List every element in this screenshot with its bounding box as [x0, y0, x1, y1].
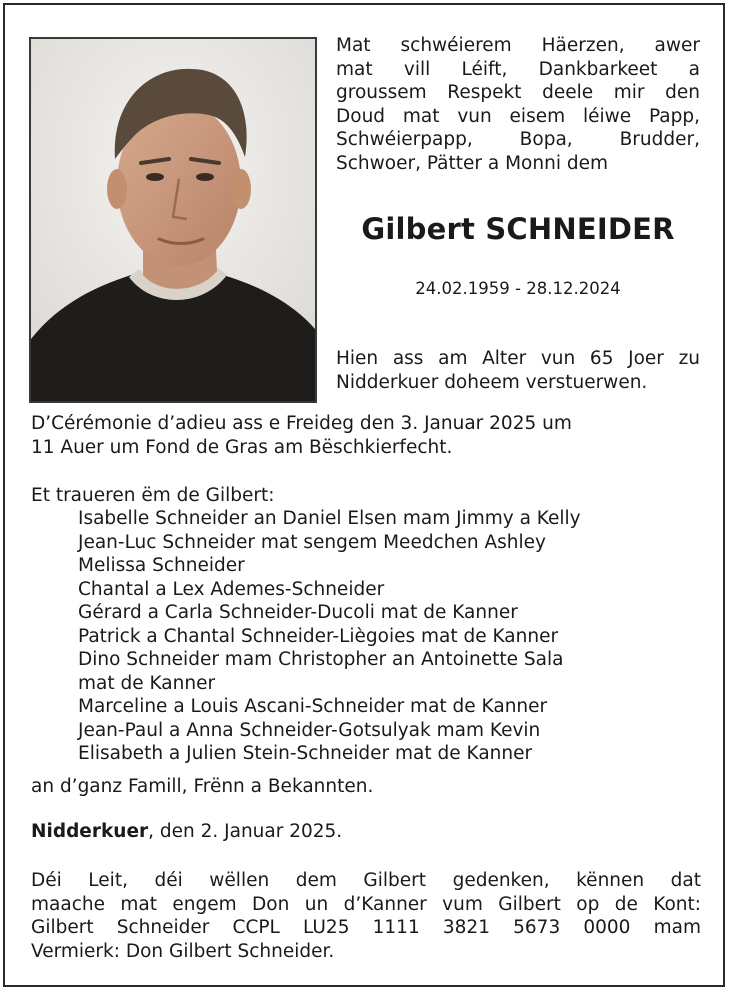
- death-line: Nidderkuer doheem verstuerwen.: [336, 371, 648, 393]
- mourners-heading: Et traueren ëm de Gilbert:: [31, 485, 275, 506]
- place-name: Nidderkuer: [31, 821, 149, 842]
- donation-text: [31, 869, 701, 963]
- intro-line: groussem Respekt deele mir den: [336, 82, 700, 103]
- portrait-photo-illustration: [31, 39, 315, 401]
- list-item: Marceline a Louis Ascani-Schneider mat de Kanner: [78, 696, 548, 717]
- place-date-text: , den 2. Januar 2025.: [148, 821, 343, 842]
- death-notice: [336, 347, 700, 394]
- donation-line: Déi Leit, déi wëllen dem Gilbert gedenken, kënnen dat: [31, 870, 701, 891]
- list-item: Gérard a Carla Schneider-Ducoli mat de Kanner: [78, 602, 518, 623]
- death-line: Hien ass am Alter vun 65 Joer zu: [336, 348, 700, 369]
- list-item: Elisabeth a Julien Stein-Schneider mat de Kanner: [78, 743, 533, 764]
- intro-text: [336, 34, 700, 175]
- intro-line: Schwoer, Pätter a Monni dem: [336, 152, 608, 174]
- list-item: Patrick a Chantal Schneider-Liègoies mat de Kanner: [78, 625, 559, 647]
- list-item: Chantal a Lex Ademes-Schneider: [78, 578, 385, 600]
- donation-line: Gilbert Schneider CCPL LU25 1111 3821 5673 0000 mam: [31, 917, 701, 938]
- list-item: Jean-Paul a Anna Schneider-Gotsulyak mam Kevin: [78, 719, 541, 741]
- portrait-photo: [29, 37, 317, 403]
- closing-text: an d’ganz Famill, Frënn a Bekannten.: [31, 776, 374, 797]
- list-item: Jean-Luc Schneider mat sengem Meedchen Ashley: [78, 531, 546, 553]
- ceremony-text: [31, 412, 701, 459]
- place-date: [31, 820, 342, 844]
- deceased-name: Gilbert SCHNEIDER: [361, 212, 675, 246]
- intro-line: Mat schwéierem Häerzen, awer: [336, 35, 700, 56]
- list-item: Dino Schneider mam Christopher an Antoinette Sala: [78, 649, 564, 670]
- donation-line: Vermierk: Don Gilbert Schneider.: [31, 940, 335, 962]
- list-item: Melissa Schneider: [78, 555, 245, 576]
- intro-line: mat vill Léift, Dankbarkeet a: [336, 58, 700, 80]
- life-dates: 24.02.1959 - 28.12.2024: [415, 279, 621, 298]
- ceremony-line: 11 Auer um Fond de Gras am Bëschkierfecht.: [31, 436, 453, 458]
- ceremony-line: D’Cérémonie d’adieu ass e Freideg den 3. Januar 2025 um: [31, 413, 572, 434]
- intro-line: Doud mat vun eisem léiwe Papp,: [336, 105, 700, 127]
- donation-line: maache mat engem Don un d’Kanner vum Gilbert op de Kont:: [31, 893, 701, 915]
- intro-line: Schwéierpapp, Bopa, Brudder,: [336, 129, 700, 150]
- mourners-list: [78, 507, 698, 766]
- list-item: Isabelle Schneider an Daniel Elsen mam Jimmy a Kelly: [78, 508, 581, 529]
- list-item: mat de Kanner: [78, 672, 216, 694]
